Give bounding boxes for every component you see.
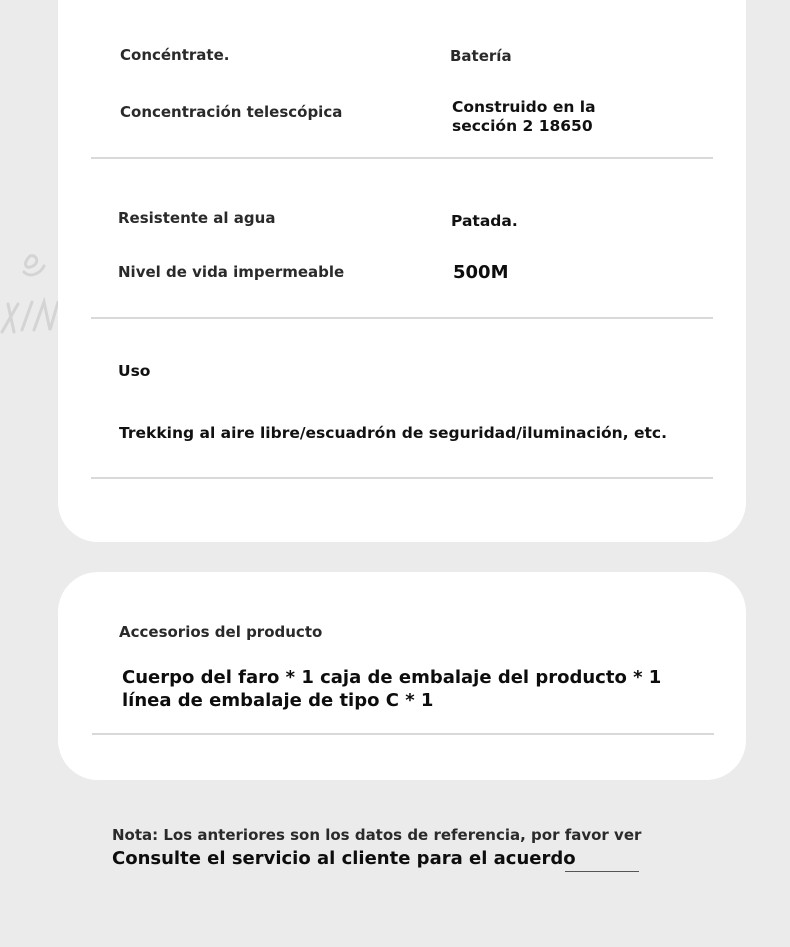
spec-label-kick: Patada. [451, 212, 518, 230]
divider [92, 733, 714, 735]
note-line1: Nota: Los anteriores son los datos de referencia, por favor ver [112, 826, 642, 844]
note-line2: Consulte el servicio al cliente para el acuerdo [112, 848, 576, 869]
brand-watermark-icon [0, 246, 60, 346]
divider [91, 157, 713, 159]
accessories-list-line1: Cuerpo del faro * 1 caja de embalaje del producto * 1 [122, 667, 662, 688]
spec-label-usage: Uso [118, 362, 151, 380]
note-underline [565, 871, 639, 872]
spec-label-waterproof: Resistente al agua [118, 209, 276, 227]
spec-value-waterproof-level: 500M [453, 262, 509, 283]
spec-label-focus: Concéntrate. [120, 46, 230, 64]
accessories-label: Accesorios del producto [119, 623, 323, 641]
divider [91, 477, 713, 479]
spec-value-battery-line1: Construido en la [452, 98, 596, 116]
spec-value-battery-line2: sección 2 18650 [452, 117, 593, 135]
spec-label-telescopic-focus: Concentración telescópica [120, 103, 343, 121]
spec-label-battery: Batería [450, 47, 512, 65]
divider [91, 317, 713, 319]
accessories-list-line2: línea de embalaje de tipo C * 1 [122, 690, 434, 711]
spec-label-waterproof-level: Nivel de vida impermeable [118, 263, 345, 281]
spec-value-usage: Trekking al aire libre/escuadrón de seguridad/iluminación, etc. [119, 424, 667, 442]
